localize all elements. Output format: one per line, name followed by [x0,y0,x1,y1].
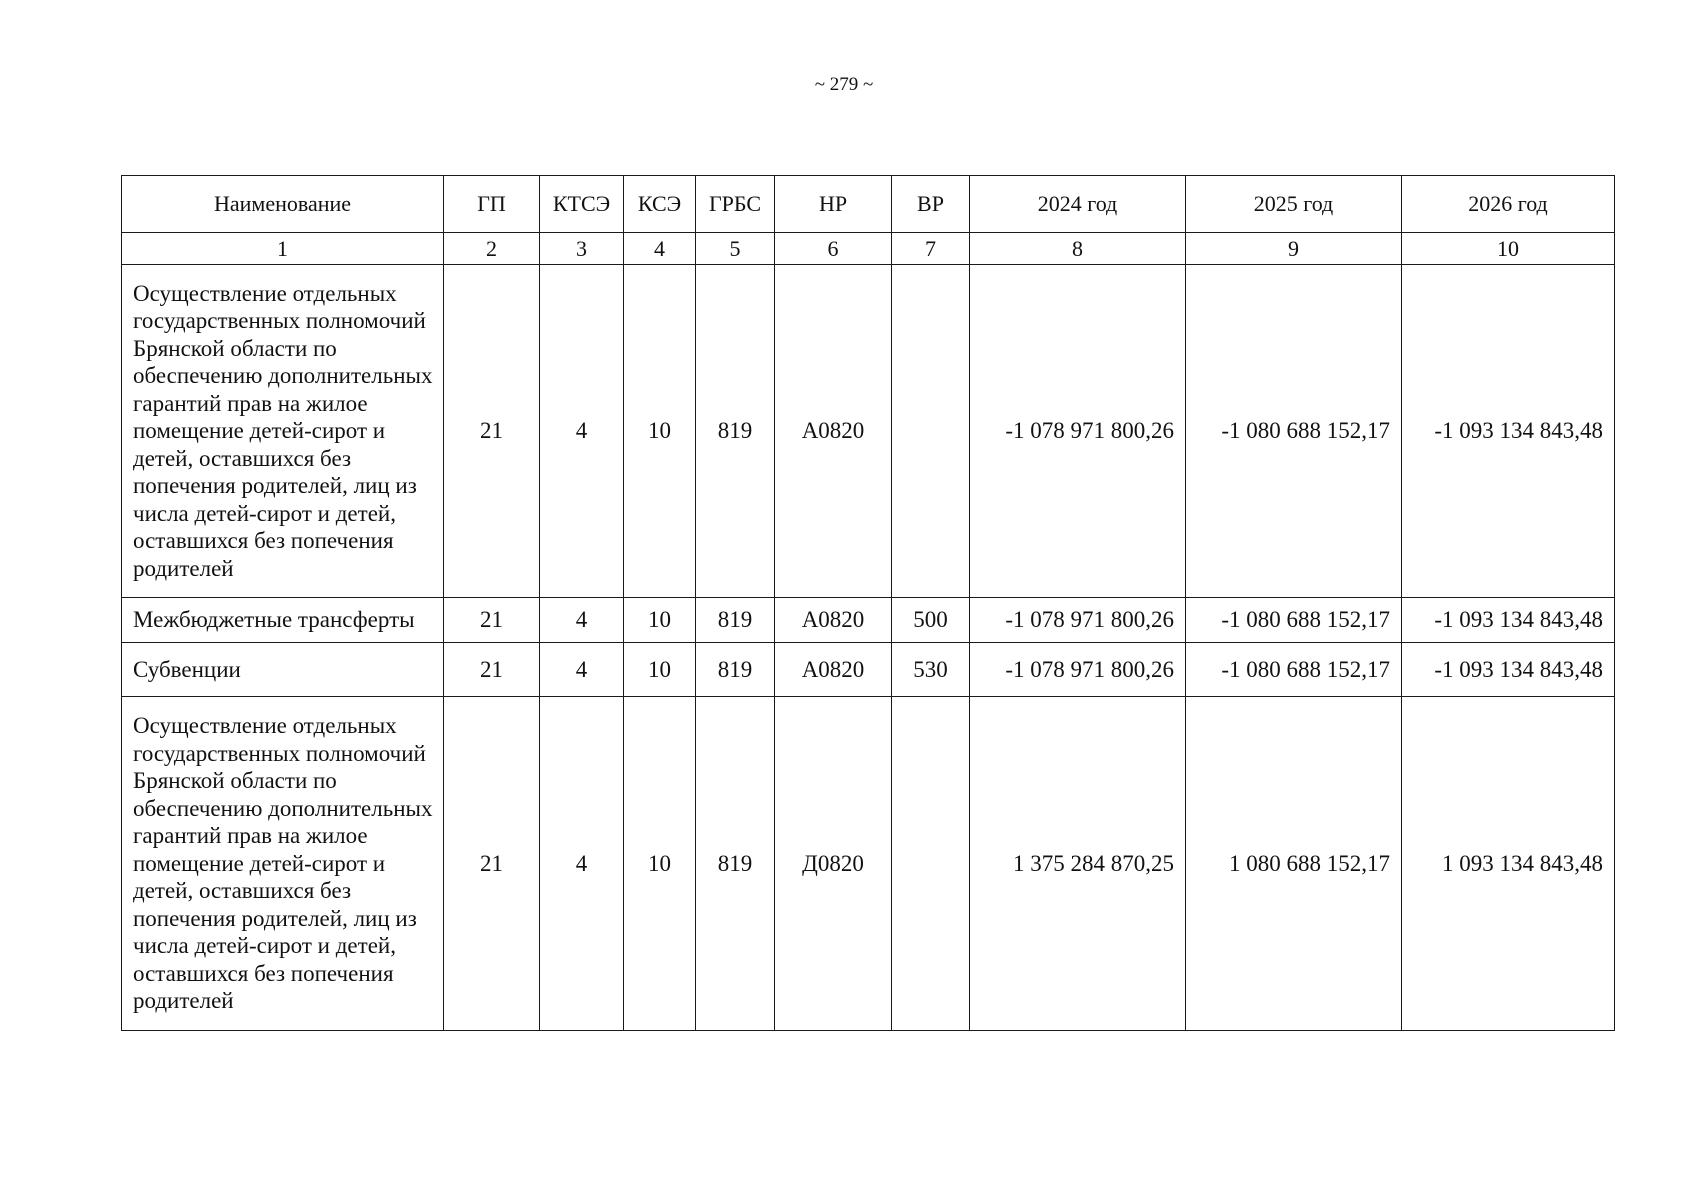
header-2026: 2026 год [1402,176,1615,233]
row-name: Осуществление отдельных государственных полномочий Брянской области по обеспечению дополнительных гарантий прав на жилое помещение детей-сирот и детей, оставшихся без попечения родителей, лиц из числа детей-сирот и детей, оставшихся без попечения родителей [122,697,444,1031]
row-grbs: 819 [696,643,775,697]
row-kse: 10 [624,265,696,598]
row-amount-2025: -1 080 688 152,17 [1186,643,1402,697]
row-amount-2024: -1 078 971 800,26 [970,265,1186,598]
row-vr [892,265,970,598]
budget-table [121,175,1615,1031]
row-amount-2026: -1 093 134 843,48 [1402,598,1615,643]
column-number: 3 [540,233,624,265]
table-row [122,697,1615,1031]
row-vr: 500 [892,598,970,643]
row-gp: 21 [444,643,540,697]
row-vr: 530 [892,643,970,697]
row-name: Субвенции [122,643,444,697]
row-gp: 21 [444,697,540,1031]
row-gp: 21 [444,598,540,643]
header-nr: НР [775,176,892,233]
column-number-row [122,233,1615,265]
row-grbs: 819 [696,598,775,643]
header-2025: 2025 год [1186,176,1402,233]
table-row [122,598,1615,643]
row-vr [892,697,970,1031]
column-number: 10 [1402,233,1615,265]
row-amount-2026: -1 093 134 843,48 [1402,265,1615,598]
row-name: Межбюджетные трансферты [122,598,444,643]
table-row [122,265,1615,598]
column-number: 4 [624,233,696,265]
row-nr: А0820 [775,598,892,643]
row-name: Осуществление отдельных государственных полномочий Брянской области по обеспечению дополнительных гарантий прав на жилое помещение детей-сирот и детей, оставшихся без попечения родителей, лиц из числа детей-сирот и детей, оставшихся без попечения родителей [122,265,444,598]
row-amount-2025: 1 080 688 152,17 [1186,697,1402,1031]
column-number: 2 [444,233,540,265]
header-grbs: ГРБС [696,176,775,233]
header-2024: 2024 год [970,176,1186,233]
row-amount-2026: -1 093 134 843,48 [1402,643,1615,697]
row-kse: 10 [624,598,696,643]
row-ktse: 4 [540,598,624,643]
row-grbs: 819 [696,697,775,1031]
table-header-row [122,176,1615,233]
header-vr: ВР [892,176,970,233]
column-number: 7 [892,233,970,265]
row-amount-2024: -1 078 971 800,26 [970,598,1186,643]
row-kse: 10 [624,697,696,1031]
header-gp: ГП [444,176,540,233]
row-nr: А0820 [775,265,892,598]
row-kse: 10 [624,643,696,697]
row-grbs: 819 [696,265,775,598]
page-number: ~ 279 ~ [814,74,874,95]
row-nr: А0820 [775,643,892,697]
row-amount-2026: 1 093 134 843,48 [1402,697,1615,1031]
row-amount-2024: 1 375 284 870,25 [970,697,1186,1031]
row-nr: Д0820 [775,697,892,1031]
column-number: 8 [970,233,1186,265]
header-name: Наименование [122,176,444,233]
column-number: 1 [122,233,444,265]
row-amount-2024: -1 078 971 800,26 [970,643,1186,697]
row-gp: 21 [444,265,540,598]
column-number: 9 [1186,233,1402,265]
row-amount-2025: -1 080 688 152,17 [1186,598,1402,643]
row-ktse: 4 [540,643,624,697]
header-ktse: КТСЭ [540,176,624,233]
row-ktse: 4 [540,265,624,598]
table-row [122,643,1615,697]
row-amount-2025: -1 080 688 152,17 [1186,265,1402,598]
row-ktse: 4 [540,697,624,1031]
column-number: 5 [696,233,775,265]
column-number: 6 [775,233,892,265]
header-kse: КСЭ [624,176,696,233]
